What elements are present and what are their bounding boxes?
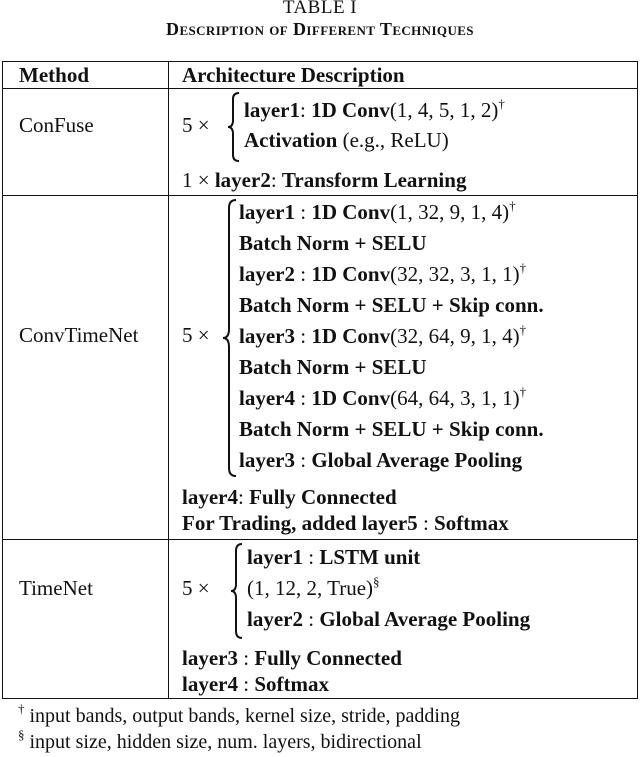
layer-label: Activation [244,128,338,152]
timenet-layer1 [247,545,420,569]
dagger-mark: † [519,384,527,399]
convtimenet-norm2: Batch Norm + SELU + Skip conn. [239,293,544,317]
header-method: Method [19,63,89,87]
operation: Transform Learning [281,168,467,192]
args: (32, 64, 9, 1, 4) [390,324,520,348]
convtimenet-norm4: Batch Norm + SELU + Skip conn. [239,417,544,441]
args: (64, 64, 3, 1, 1) [390,386,520,410]
table-number: TABLE I [282,0,358,18]
dagger-mark: † [509,198,516,213]
row-rule [3,539,637,540]
operation: Global Average Pooling [319,607,531,631]
separator: : [294,448,312,472]
convtimenet-layer1 [239,200,516,224]
separator: : [237,646,255,670]
note: (e.g., ReLU) [337,128,449,152]
prefix: 1 × [182,168,215,192]
args: (32, 32, 3, 1, 1) [390,262,520,286]
techniques-table [2,61,638,699]
confuse-layer1 [244,98,505,122]
operation: Fully Connected [254,646,402,670]
separator: : [294,200,312,224]
layer-label: layer1 [239,200,295,224]
separator: : [302,607,320,631]
layer-label: For Trading, added layer5 [182,511,418,535]
section-mark: § [373,574,380,589]
separator: : [237,672,255,696]
curly-brace [227,92,241,162]
table-title: Description of Different Techniques [166,19,474,39]
operation: 1D Conv [311,262,391,286]
convtimenet-fc [182,485,397,509]
footnote-dagger [18,701,460,728]
footnote-text: input bands, output bands, kernel size, stride, padding [24,705,460,727]
layer-label: layer4 [182,672,238,696]
section-mark: § [18,727,25,742]
layer-label: layer3 [239,448,295,472]
separator: : [294,262,312,286]
timenet-softmax [182,672,329,696]
separator: : [294,324,312,348]
timenet-pooling [247,607,530,631]
multiplier: 5 × [182,323,210,347]
operation: 1D Conv [311,98,390,122]
convtimenet-norm3: Batch Norm + SELU [239,355,427,379]
timenet-args [247,576,380,600]
operation: Global Average Pooling [311,448,523,472]
header-architecture: Architecture Description [182,63,405,87]
convtimenet-softmax [182,511,509,535]
footnote-section [18,727,422,754]
method-convtimenet: ConvTimeNet [19,323,139,347]
layer-label: layer2 [239,262,295,286]
convtimenet-layer4 [239,386,526,410]
header-rule [3,88,637,89]
convtimenet-norm1: Batch Norm + SELU [239,231,427,255]
dagger-mark: † [498,96,505,111]
layer-label: layer2 [214,168,271,192]
multiplier: 5 × [182,576,210,600]
layer-label: layer1 [244,98,300,122]
operation: Softmax [254,672,329,696]
column-divider [168,62,169,698]
operation: Fully Connected [249,485,397,509]
separator: : [302,545,320,569]
operation: Softmax [434,511,509,535]
separator: : [237,485,250,509]
confuse-layer2 [182,168,466,192]
args: (1, 4, 5, 1, 2) [389,98,499,122]
layer-label: layer2 [247,607,303,631]
operation: LSTM unit [319,545,421,569]
convtimenet-pooling [239,448,522,472]
layer-label: layer4 [182,485,238,509]
args: (1, 12, 2, True) [247,576,374,600]
args: (1, 32, 9, 1, 4) [390,200,510,224]
separator: : [299,98,312,122]
curly-brace [222,199,238,477]
dagger-mark: † [18,701,25,716]
footnote-text: input size, hidden size, num. layers, bidirectional [24,731,422,753]
multiplier: 5 × [182,113,210,137]
row-rule [3,195,637,196]
curly-brace [230,543,244,639]
separator: : [294,386,312,410]
method-confuse: ConFuse [19,113,94,137]
confuse-activation [244,128,449,152]
separator: : [270,168,282,192]
layer-label: layer3 [182,646,238,670]
convtimenet-layer3 [239,324,526,348]
operation: 1D Conv [311,386,391,410]
operation: 1D Conv [311,200,391,224]
layer-label: layer3 [239,324,295,348]
dagger-mark: † [519,260,527,275]
layer-label: layer1 [247,545,303,569]
separator: : [417,511,435,535]
dagger-mark: † [519,322,527,337]
operation: 1D Conv [311,324,391,348]
timenet-fc [182,646,402,670]
method-timenet: TimeNet [19,576,93,600]
layer-label: layer4 [239,386,295,410]
convtimenet-layer2 [239,262,526,286]
